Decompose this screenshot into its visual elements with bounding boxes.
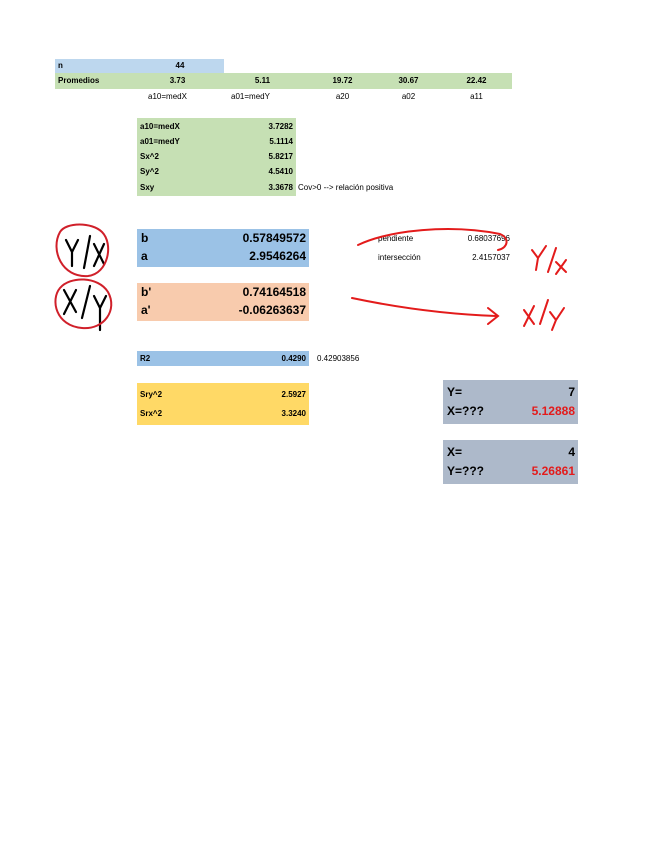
moment-name-a20: a20 bbox=[335, 92, 350, 101]
n-label: n bbox=[58, 61, 63, 70]
pred2-given-label: X= bbox=[447, 445, 463, 459]
moment-name-a11: a11 bbox=[470, 92, 483, 101]
r2-value: 0.4290 bbox=[281, 354, 306, 363]
stats-value-medy: 5.1114 bbox=[269, 137, 293, 146]
reg-a-label: a bbox=[141, 249, 148, 263]
promedio-a11: 22.42 bbox=[466, 76, 487, 85]
srx2-value: 3.3240 bbox=[281, 409, 306, 418]
promedio-a02: 30.67 bbox=[398, 76, 419, 85]
pred2-result-label: Y=??? bbox=[447, 464, 485, 478]
moment-name-a02: a02 bbox=[401, 92, 416, 101]
hand-red-xy bbox=[524, 300, 564, 330]
n-value: 44 bbox=[175, 61, 185, 70]
stats-label-sy2: Sy^2 bbox=[140, 167, 159, 176]
srx2-label: Srx^2 bbox=[140, 409, 163, 418]
hand-yx-circled bbox=[56, 225, 108, 277]
stats-label-sxy: Sxy bbox=[140, 183, 155, 192]
sry2-label: Sry^2 bbox=[140, 390, 163, 399]
sry2-value: 2.5927 bbox=[281, 390, 306, 399]
pred1-result-label: X=??? bbox=[447, 404, 485, 418]
pred1-result-value: 5.12888 bbox=[531, 404, 575, 418]
stats-label-sx2: Sx^2 bbox=[140, 152, 159, 161]
interseccion-label: intersección bbox=[378, 253, 421, 262]
hand-red-yx bbox=[532, 246, 566, 274]
pendiente-value: 0.68037696 bbox=[467, 234, 510, 243]
reg-b-label: b bbox=[141, 231, 149, 245]
promedios-label: Promedios bbox=[58, 76, 100, 85]
stats-value-sxy: 3.3678 bbox=[268, 183, 293, 192]
pred2-given-value: 4 bbox=[568, 445, 575, 459]
pred2-result-value: 5.26861 bbox=[531, 464, 575, 478]
reg-a-value: 2.9546264 bbox=[249, 249, 306, 263]
reg-a-prime-label: a' bbox=[141, 303, 151, 317]
moment-name-a10: a10=medX bbox=[148, 92, 187, 101]
reg-b-prime-label: b' bbox=[141, 285, 152, 299]
r2-label: R2 bbox=[140, 354, 151, 363]
reg-b-prime-value: 0.74164518 bbox=[242, 285, 306, 299]
hand-xy-circled bbox=[55, 279, 111, 330]
stats-label-medx: a10=medX bbox=[140, 122, 180, 131]
pred1-given-value: 7 bbox=[568, 385, 575, 399]
stats-value-medx: 3.7282 bbox=[268, 122, 293, 131]
r2-extra: 0.42903856 bbox=[317, 354, 360, 363]
pred1-given-label: Y= bbox=[447, 385, 463, 399]
pendiente-label: pendiente bbox=[378, 234, 414, 243]
reg-a-prime-value: -0.06263637 bbox=[238, 303, 306, 317]
interseccion-value: 2.4157037 bbox=[472, 253, 510, 262]
stats-value-sx2: 5.8217 bbox=[268, 152, 293, 161]
stats-label-medy: a01=medY bbox=[140, 137, 180, 146]
covariance-note: Cov>0 --> relación positiva bbox=[298, 183, 394, 192]
promedio-a20: 19.72 bbox=[332, 76, 353, 85]
promedio-a10: 3.73 bbox=[169, 76, 186, 85]
moment-name-a01: a01=medY bbox=[231, 92, 270, 101]
stats-value-sy2: 4.5410 bbox=[268, 167, 293, 176]
promedio-a01: 5.11 bbox=[254, 76, 271, 85]
reg-b-value: 0.57849572 bbox=[242, 231, 306, 245]
